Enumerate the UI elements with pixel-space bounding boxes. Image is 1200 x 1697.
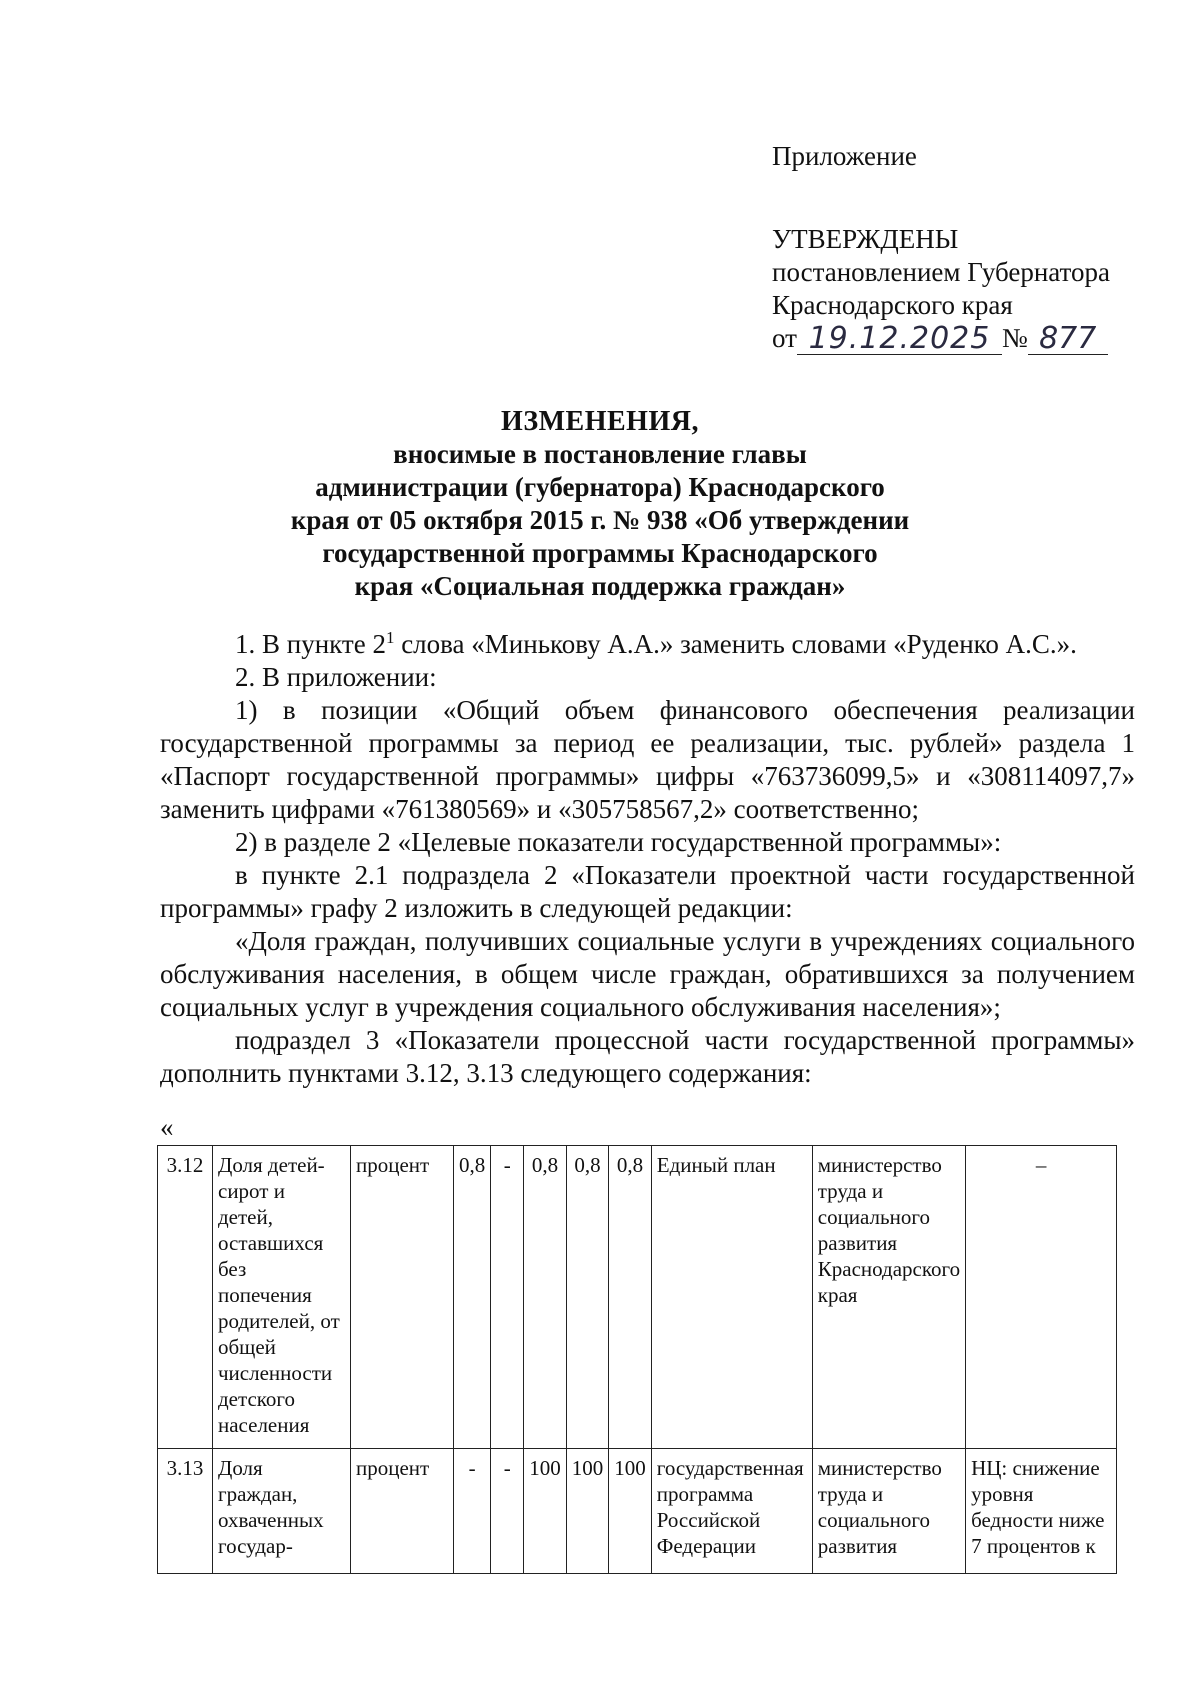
appendix-label: Приложение — [772, 141, 917, 171]
paragraph-4: 2) в разделе 2 «Целевые показатели государственной программы»: — [235, 827, 1002, 857]
cell-value: - — [491, 1449, 524, 1574]
title-main: ИЗМЕНЕНИЯ, — [501, 406, 699, 437]
title-line: вносимые в постановление главы — [393, 439, 807, 469]
paragraph-6: «Доля граждан, получивших социальные услуги в учреждениях социального обслуживания населения, в общем числе граждан, обратившихся за получением социальных услуг в учреждения социального обслуживания населения»; — [160, 926, 1135, 1022]
document-body — [160, 628, 1135, 1090]
title-line: края «Социальная поддержка граждан» — [354, 571, 846, 601]
title-line: государственной программы Краснодарского — [322, 538, 878, 568]
cell-unit: процент — [351, 1449, 454, 1574]
cell-value: 0,8 — [566, 1146, 609, 1449]
paragraph-7: подраздел 3 «Показатели процессной части государственной программы» дополнить пунктами 3.12, 3.13 следующего содержания: — [160, 1025, 1135, 1088]
cell-value: 0,8 — [454, 1146, 491, 1449]
indicators-table — [157, 1145, 1117, 1574]
cell-source: Единый план — [651, 1146, 812, 1449]
quote-open-mark: « — [160, 1112, 174, 1142]
cell-source: государственная программа Российской Федерации — [651, 1449, 812, 1574]
cell-value: 100 — [524, 1449, 567, 1574]
cell-value: - — [454, 1449, 491, 1574]
cell-goal: НЦ: снижение уровня бедности ниже 7 процентов к — [966, 1449, 1117, 1574]
cell-responsible: министерство труда и социального развития — [812, 1449, 965, 1574]
approval-line-1: постановлением Губернатора — [772, 257, 1110, 287]
title-line: края от 05 октября 2015 г. № 938 «Об утверждении — [290, 505, 910, 535]
table-row — [158, 1449, 1117, 1574]
approval-line-2: Краснодарского края — [772, 290, 1013, 320]
approval-date-row — [772, 322, 1172, 355]
title-line: администрации (губернатора) Краснодарского — [315, 472, 885, 502]
cell-number: 3.13 — [158, 1449, 213, 1574]
document-title — [200, 405, 1000, 603]
cell-number: 3.12 — [158, 1146, 213, 1449]
approval-block — [772, 140, 1172, 355]
cell-value: - — [491, 1146, 524, 1449]
number-sign: № — [1001, 323, 1028, 353]
cell-value: 0,8 — [524, 1146, 567, 1449]
cell-name: Доля граждан, охваченных государ- — [213, 1449, 351, 1574]
cell-goal: – — [966, 1146, 1117, 1449]
cell-value: 100 — [609, 1449, 652, 1574]
cell-responsible: министерство труда и социального развития Краснодарского края — [812, 1146, 965, 1449]
handwritten-date: 19.12.2025 — [797, 324, 1002, 355]
cell-value: 0,8 — [609, 1146, 652, 1449]
paragraph-1: 1. В пункте $2^1$ слова «Минькову А.А.» заменить словами «Руденко А.С.». — [235, 628, 1077, 659]
date-prefix: от — [772, 323, 797, 353]
approved-label: УТВЕРЖДЕНЫ — [772, 224, 959, 254]
handwritten-number: 877 — [1028, 324, 1108, 355]
cell-name: Доля детей-сирот и детей, оставшихся без попечения родителей, от общей численности детского населения — [213, 1146, 351, 1449]
cell-unit: процент — [351, 1146, 454, 1449]
table-row — [158, 1146, 1117, 1449]
paragraph-5: в пункте 2.1 подраздела 2 «Показатели проектной части государственной программы» графу 2 изложить в следующей редакции: — [160, 860, 1135, 923]
paragraph-2: 2. В приложении: — [235, 662, 437, 692]
cell-value: 100 — [566, 1449, 609, 1574]
paragraph-3: 1) в позиции «Общий объем финансового обеспечения реализации государственной программы за период ее реализации, тыс. рублей» раздела 1 «Паспорт государственной программы» цифры «763736099,5» и «308114097,7» заменить цифрами «761380569» и «305758567,2» соответственно; — [160, 695, 1135, 824]
